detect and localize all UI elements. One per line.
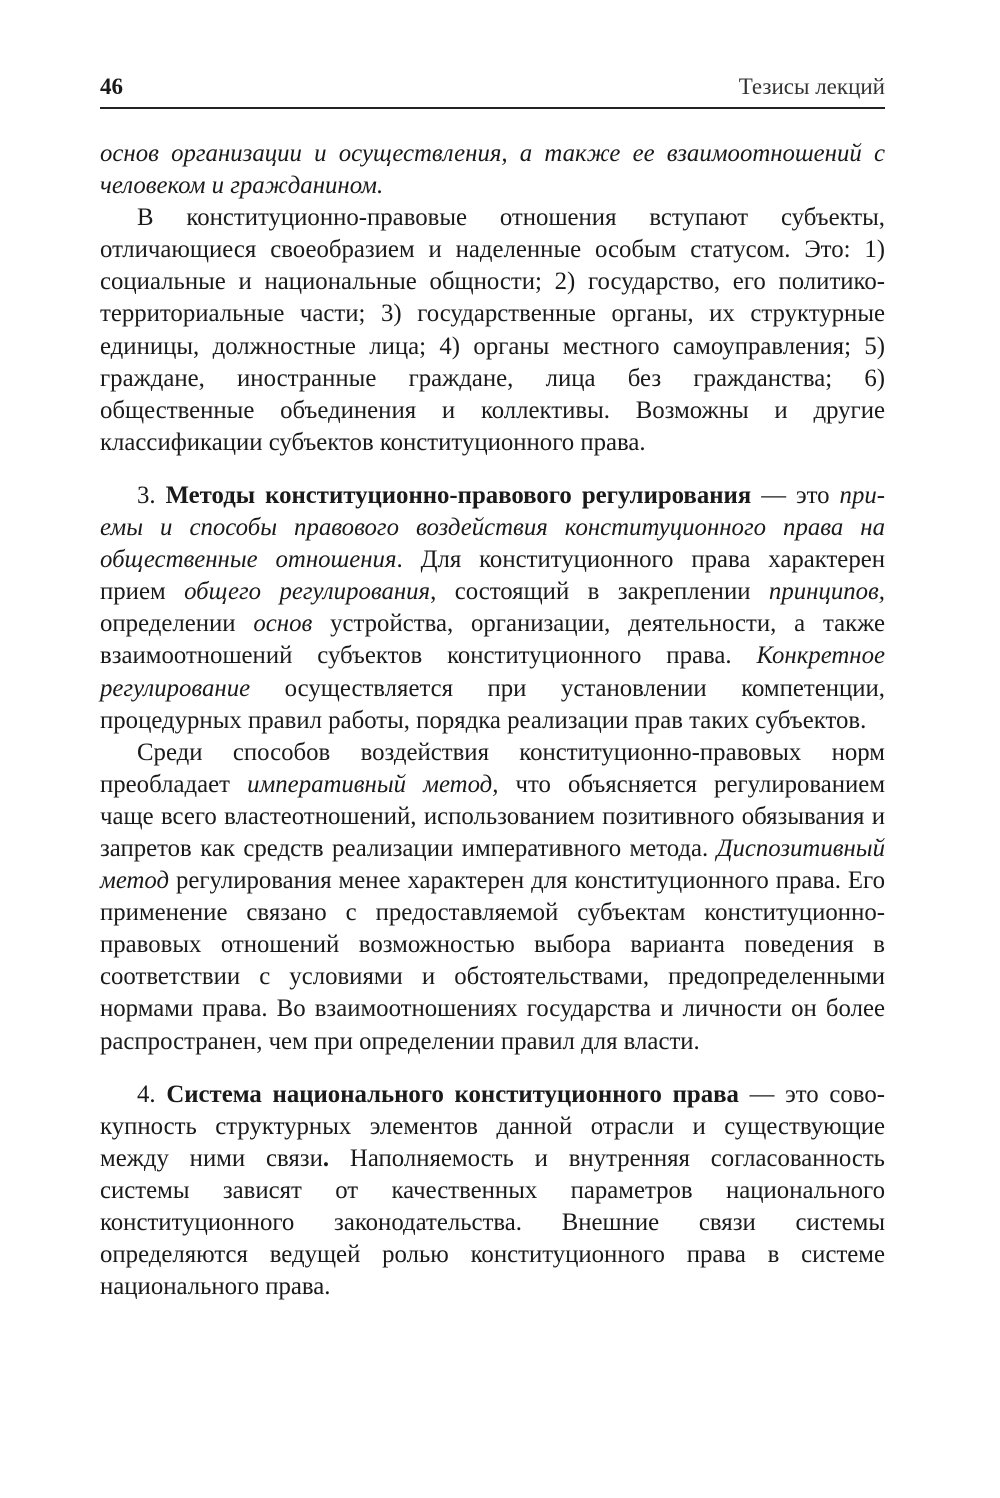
running-title: Тезисы лекций [738,74,885,99]
paragraph-continuation [100,138,885,202]
text-run: , состоящий в закреплении [430,578,769,606]
text-run: устройства, организации, деятельности, а также взаимоотношений субъектов конституционного права. [100,610,885,670]
text-run: что объясняется регулированием чаще всего властеотношений, использованием позитивного обязывания и запретов как средств реализации императивного метода. [100,770,886,862]
header-rule [100,107,885,109]
section-number: 4. [137,1080,167,1108]
text-run: В конституционно-правовые отношения вступают субъекты, отличающиеся своеобразием и наделенные особым статусом. Это: 1) социальные и национальные общности; 2) государство, его политико-территориальные части; 3) государственные органы, их структурные единицы, должностные лица; 4) органы местного самоуправления; 5) граждане, иностранные граждане, лица без гражданства; 6) общественные объединения и коллективы. Возможны и другие классификации субъектов конституционного права. [100,204,885,456]
italic-text: основ организации и осуществления, а также ее взаимоотношений с человеком и гражданином. [100,140,885,200]
paragraph-methods [100,737,885,1058]
section-number: 3. [137,481,166,509]
text-run: Среди способов воздействия конституционно-правовых норм преобладает [100,738,885,798]
paragraph-section-3 [100,480,885,737]
text-run: — это [751,481,840,509]
italic-text: Конкретное регулирование [100,642,885,702]
bold-period: . Для конституционного права характерен прием [100,546,885,606]
bold-period: . [322,1144,330,1172]
text-run: определении [100,610,254,638]
paragraph-subjects [100,202,885,459]
italic-text: основ [253,610,313,638]
text-run: регулирования менее характерен для конституционного права. Его применение связано с предоставляемой субъектам конституционно-правовых отношений возможностью выбора варианта поведения в соответствии с условиями и обстоятельствами, предопределенными нормами права. Во взаимоотношениях государства и личности он более распространен, чем при определении правил для власти. [100,867,885,1055]
page-number: 46 [100,74,123,99]
italic-text: общего регулирования [184,578,431,606]
italic-text: приемы и способы правового воздействия конституционного права на общественные отношения [100,481,886,574]
italic-text: принципов, [768,578,885,606]
italic-text: Диспозитивный метод [100,834,885,895]
text-run: Наполняемость и внутренняя согласованность системы зависят от качественных параметров национального конституционного законодательства. Внешние связи системы определяются ведущей ролью конституционного права в системе национального права. [100,1144,885,1301]
page-header [100,74,885,104]
text-run: осуществляется при установлении компетенции, процедурных правил работы, порядка реализации прав таких субъектов. [100,674,885,734]
body-text [100,138,885,1303]
italic-text: императивный метод, [247,770,499,798]
text-run: — это совокупность структурных элементов данной отрасли и существующие между ними связи [100,1080,885,1172]
paragraph-section-4 [100,1079,885,1304]
section-heading: Методы конституционно-правового регулирования [165,481,752,509]
section-heading: Система национального конституционного права [166,1080,739,1108]
